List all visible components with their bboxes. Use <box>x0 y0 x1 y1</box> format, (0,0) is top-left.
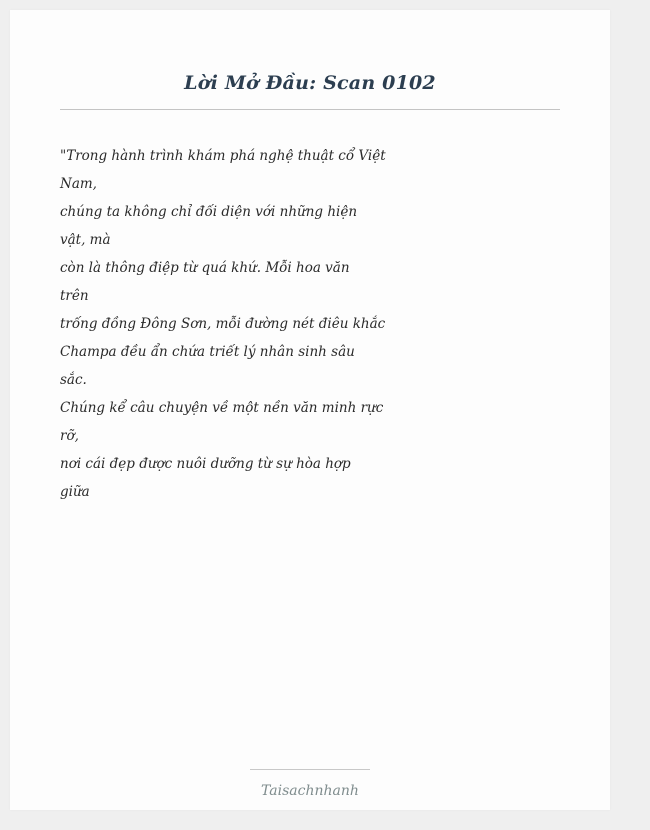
body-line: còn là thông điệp từ quá khứ. Mỗi hoa văn <box>60 260 350 276</box>
body-line: Chúng kể câu chuyện về một nền văn minh rực <box>60 400 384 416</box>
body-line: vật, mà <box>60 232 111 248</box>
page-footer: Taisachnhanh <box>261 783 359 799</box>
body-line: chúng ta không chỉ đối diện với những hiện <box>60 204 358 220</box>
body-line: trên <box>60 288 89 304</box>
body-line: Nam, <box>60 176 97 192</box>
body-line: "Trong hành trình khám phá nghệ thuật cổ Việt <box>60 148 386 164</box>
body-line: giữa <box>60 484 90 500</box>
document-page <box>10 10 610 810</box>
body-text <box>60 142 386 506</box>
title-divider <box>60 109 560 110</box>
body-line: trống đồng Đông Sơn, mỗi đường nét điêu khắc <box>60 316 386 332</box>
body-line: rỡ, <box>60 428 79 444</box>
footer-divider <box>250 769 370 770</box>
body-line: Champa đều ẩn chứa triết lý nhân sinh sâu <box>60 344 355 360</box>
page-title: Lời Mở Đầu: Scan 0102 <box>184 72 436 94</box>
body-line: sắc. <box>60 372 87 388</box>
body-line: nơi cái đẹp được nuôi dưỡng từ sự hòa hợp <box>60 456 351 472</box>
